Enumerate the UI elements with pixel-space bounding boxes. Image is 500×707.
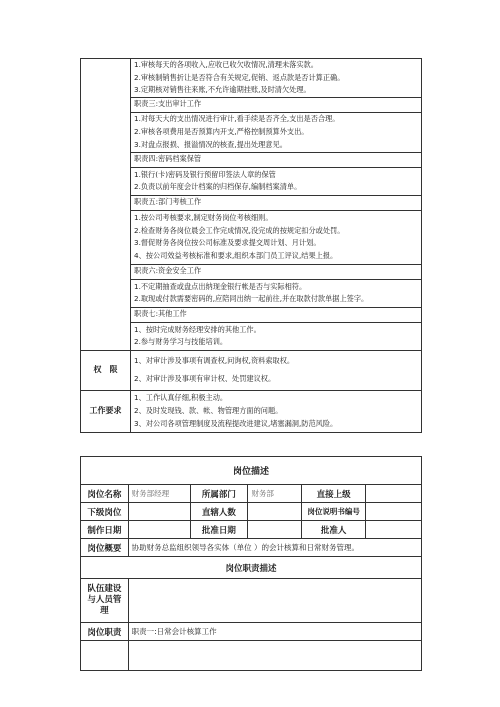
- position-name-value: 财务部经理: [128, 485, 190, 503]
- duty4-item-1: 1.银行(卡)密码及银行预留印签法人章的保管: [134, 169, 276, 179]
- requirements-items: [131, 390, 422, 432]
- department-label: 所属部门: [190, 485, 248, 503]
- duty3-item-3: 3.对盘点报损、报溢情况的核查,提出处理意见。: [134, 139, 287, 149]
- duty5-item-4: 4、按公司效益考核标准和要求,组织本部门员工评议,结果上报。: [134, 250, 338, 260]
- duty7-item-2: 2.参与财务学习与技能培训。: [134, 337, 228, 347]
- duty6-item-1: 1.不定期抽查或盘点出纳现金银行帐是否与实际相符。: [134, 281, 307, 291]
- team-building-value: [128, 579, 421, 623]
- duty6-title: 职责六:资金安全工作: [131, 264, 422, 279]
- requirements-item-1: 1、工作认真仔细,积极主动。: [134, 393, 228, 403]
- direct-staff-value: [248, 503, 302, 521]
- table-title: 岗位描述: [81, 457, 422, 485]
- duty1-item-1: 1.审核每天的各项收入,应收已收欠收情况,清理未落实款。: [134, 60, 318, 69]
- duty4-items: [131, 167, 422, 195]
- duties-value: 职责一:日常会计核算工作: [128, 623, 421, 641]
- duty3-item-2: 2.审核各项费用是否预算内开支,严格控制预算外支出。: [134, 126, 309, 136]
- superior-value: [366, 485, 422, 503]
- blank-content-cell: [128, 641, 421, 671]
- approval-date-label: 批准日期: [190, 521, 248, 539]
- requirements-item-3: 3、对公司各项管理制度及流程提改进建议,堵塞漏洞,防范风险。: [134, 418, 338, 428]
- department-value: 财务部: [248, 485, 302, 503]
- date-value: [128, 521, 190, 539]
- requirements-item-2: 2、及时发现钱、款、帐、物管理方面的问题。: [134, 405, 283, 415]
- duty4-title: 职责四:密码档案保管: [131, 152, 422, 167]
- duties-section-title: 岗位职责描述: [81, 557, 422, 579]
- duty7-items: [131, 322, 422, 350]
- duty5-item-3: 3.督促财务各岗位按公司标准及要求提交周计划、月计划。: [134, 238, 321, 248]
- overview-label: 岗位概要: [81, 539, 129, 557]
- subordinate-label: 下级岗位: [81, 503, 129, 521]
- duty5-items: [131, 210, 422, 264]
- doc-number-label: 岗位说明书编号: [302, 503, 366, 521]
- duty5-item-1: 1.按公司考核要求,制定财务岗位考核细则。: [134, 213, 273, 223]
- duty7-title: 职责七:其他工作: [131, 307, 422, 322]
- blank-label-cell: [81, 59, 131, 351]
- duty4-item-2: 2.负责以前年度会计档案的归档保存,编制档案清单。: [134, 182, 302, 192]
- overview-value: 协助财务总监组织领导各实体（单位 ）的会计核算和日常财务管理。: [128, 539, 421, 557]
- duty6-items: [131, 279, 422, 307]
- team-building-label: 队伍建设与人员管理: [81, 579, 129, 623]
- authority-item-2: 2、对审计涉及事项有审计权、处罚建议权。: [134, 374, 276, 384]
- authority-items: [131, 350, 422, 390]
- blank-label-cell-2: [81, 641, 129, 671]
- subordinate-value: [128, 503, 190, 521]
- duty1-item-3: 3.定期核对销售往来账,不允许逾期挂账,及时清欠处理。: [134, 85, 311, 95]
- duties-continuation-table: [80, 58, 422, 433]
- duty3-items: [131, 112, 422, 152]
- direct-staff-label: 直辖人数: [190, 503, 248, 521]
- approver-value: [366, 521, 422, 539]
- approval-date-value: [248, 521, 302, 539]
- requirements-label: 工作要求: [81, 390, 131, 432]
- duty5-item-2: 2.检查财务各岗位晨会工作完成情况,没完成的按规定扣分或处罚。: [134, 225, 345, 235]
- duty3-item-1: 1.对每天大的支出情况进行审计,看手续是否齐全,支出是否合理。: [134, 114, 340, 124]
- duties-label: 岗位职责: [81, 623, 129, 641]
- duty3-title: 职责三:支出审计工作: [131, 97, 422, 112]
- date-label: 制作日期: [81, 521, 129, 539]
- duty1-items: [131, 59, 422, 98]
- doc-number-value: [366, 503, 422, 521]
- duty5-title: 职责五:部门考核工作: [131, 195, 422, 210]
- duty1-item-2: 2.审核制销售折让是否符合有关规定,促销、返点款是否计算正确。: [134, 72, 345, 82]
- duty7-item-1: 1、按时完成财务经理安排的其他工作。: [134, 324, 261, 334]
- duty6-item-2: 2.取现或付款需要密码的,应陪同出纳一起前往,并在取款付款单据上签字。: [134, 294, 369, 304]
- approver-label: 批准人: [302, 521, 366, 539]
- authority-label: 权 限: [81, 350, 131, 390]
- position-description-table: [80, 456, 422, 671]
- position-name-label: 岗位名称: [81, 485, 129, 503]
- superior-label: 直接上级: [302, 485, 366, 503]
- authority-item-1: 1、对审计涉及事项有调查权,问询权,资料索取权。: [134, 355, 295, 365]
